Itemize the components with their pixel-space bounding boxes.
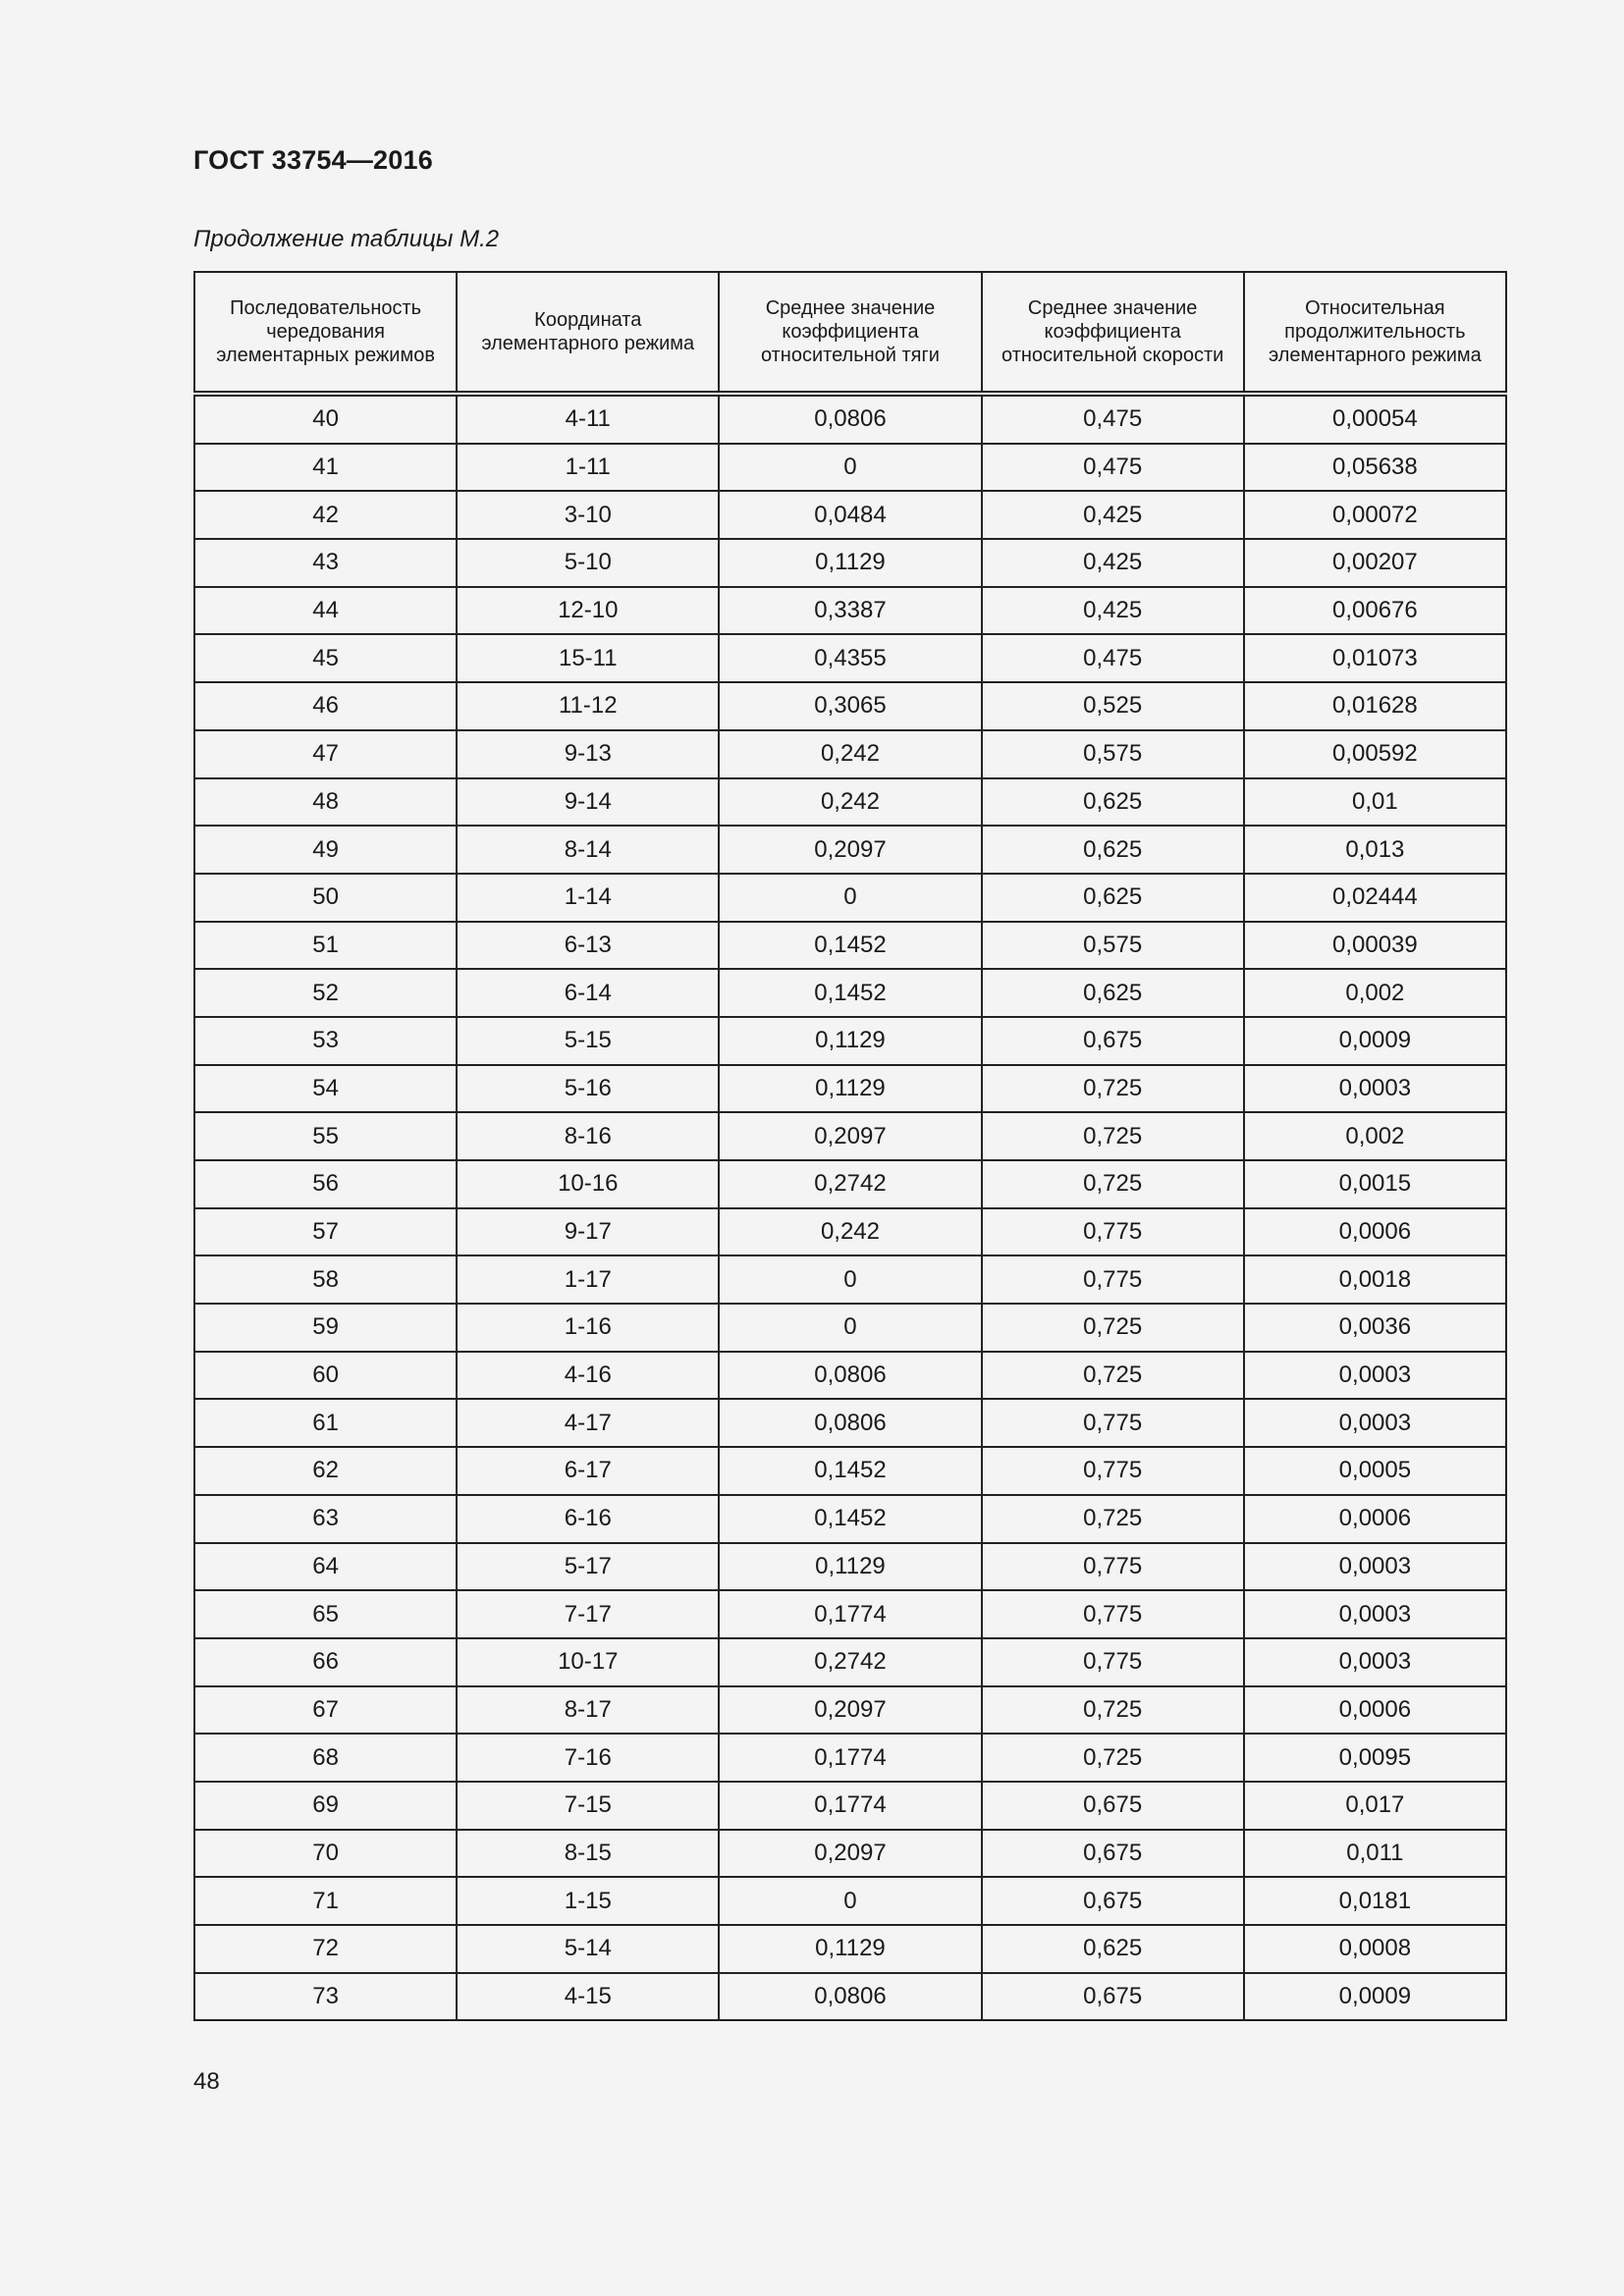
cell-sequence: 49	[194, 826, 457, 874]
table-row	[194, 682, 1506, 730]
table-row	[194, 1877, 1506, 1925]
table-row	[194, 1495, 1506, 1543]
cell-duration: 0,0036	[1244, 1304, 1506, 1352]
cell-speed: 0,725	[982, 1160, 1244, 1208]
table-row	[194, 394, 1506, 444]
table-row	[194, 634, 1506, 682]
cell-thrust: 0,1129	[719, 1925, 981, 1973]
cell-duration: 0,002	[1244, 969, 1506, 1017]
cell-speed: 0,475	[982, 444, 1244, 492]
cell-coordinate: 7-16	[457, 1734, 719, 1782]
column-header-speed: Среднее значение коэффициента относительной скорости	[982, 272, 1244, 394]
cell-duration: 0,00039	[1244, 922, 1506, 970]
cell-sequence: 73	[194, 1973, 457, 2021]
cell-speed: 0,675	[982, 1877, 1244, 1925]
cell-coordinate: 6-13	[457, 922, 719, 970]
cell-speed: 0,725	[982, 1495, 1244, 1543]
cell-thrust: 0,1774	[719, 1782, 981, 1830]
cell-sequence: 70	[194, 1830, 457, 1878]
cell-thrust: 0,0806	[719, 1973, 981, 2021]
cell-duration: 0,0009	[1244, 1017, 1506, 1065]
cell-duration: 0,01073	[1244, 634, 1506, 682]
table-row	[194, 1830, 1506, 1878]
cell-sequence: 45	[194, 634, 457, 682]
cell-coordinate: 6-14	[457, 969, 719, 1017]
cell-duration: 0,011	[1244, 1830, 1506, 1878]
cell-thrust: 0,2097	[719, 1112, 981, 1160]
cell-duration: 0,00054	[1244, 394, 1506, 444]
cell-duration: 0,0003	[1244, 1638, 1506, 1686]
cell-coordinate: 4-17	[457, 1399, 719, 1447]
cell-speed: 0,775	[982, 1208, 1244, 1256]
cell-thrust: 0,1774	[719, 1734, 981, 1782]
cell-sequence: 67	[194, 1686, 457, 1735]
table-row	[194, 444, 1506, 492]
table-row	[194, 969, 1506, 1017]
cell-coordinate: 8-17	[457, 1686, 719, 1735]
cell-thrust: 0,1129	[719, 1065, 981, 1113]
cell-sequence: 71	[194, 1877, 457, 1925]
cell-coordinate: 9-17	[457, 1208, 719, 1256]
cell-sequence: 52	[194, 969, 457, 1017]
cell-duration: 0,0003	[1244, 1065, 1506, 1113]
cell-thrust: 0,1129	[719, 1543, 981, 1591]
table-row	[194, 1782, 1506, 1830]
cell-speed: 0,625	[982, 874, 1244, 922]
cell-sequence: 47	[194, 730, 457, 778]
cell-speed: 0,625	[982, 778, 1244, 827]
cell-coordinate: 11-12	[457, 682, 719, 730]
cell-duration: 0,0003	[1244, 1590, 1506, 1638]
cell-duration: 0,0018	[1244, 1255, 1506, 1304]
cell-thrust: 0,0806	[719, 1352, 981, 1400]
cell-duration: 0,0008	[1244, 1925, 1506, 1973]
cell-sequence: 62	[194, 1447, 457, 1495]
table-row	[194, 778, 1506, 827]
cell-thrust: 0,1129	[719, 539, 981, 587]
cell-coordinate: 9-14	[457, 778, 719, 827]
cell-sequence: 44	[194, 587, 457, 635]
cell-coordinate: 5-10	[457, 539, 719, 587]
table-row	[194, 1590, 1506, 1638]
table-row	[194, 922, 1506, 970]
table-body	[194, 394, 1506, 2020]
cell-coordinate: 5-16	[457, 1065, 719, 1113]
cell-speed: 0,625	[982, 969, 1244, 1017]
cell-thrust: 0	[719, 1255, 981, 1304]
cell-coordinate: 7-15	[457, 1782, 719, 1830]
cell-coordinate: 7-17	[457, 1590, 719, 1638]
page-number: 48	[193, 2068, 220, 2095]
cell-duration: 0,0003	[1244, 1399, 1506, 1447]
cell-speed: 0,775	[982, 1255, 1244, 1304]
cell-coordinate: 1-16	[457, 1304, 719, 1352]
cell-speed: 0,725	[982, 1065, 1244, 1113]
cell-sequence: 48	[194, 778, 457, 827]
table-row	[194, 1352, 1506, 1400]
cell-sequence: 51	[194, 922, 457, 970]
table-row	[194, 1208, 1506, 1256]
cell-thrust: 0,1774	[719, 1590, 981, 1638]
table-row	[194, 1447, 1506, 1495]
cell-speed: 0,425	[982, 491, 1244, 539]
cell-sequence: 63	[194, 1495, 457, 1543]
table-row	[194, 539, 1506, 587]
cell-coordinate: 8-15	[457, 1830, 719, 1878]
cell-duration: 0,0009	[1244, 1973, 1506, 2021]
cell-thrust: 0	[719, 1877, 981, 1925]
cell-thrust: 0	[719, 874, 981, 922]
cell-coordinate: 5-14	[457, 1925, 719, 1973]
cell-duration: 0,0095	[1244, 1734, 1506, 1782]
table-row	[194, 1399, 1506, 1447]
table-row	[194, 491, 1506, 539]
cell-coordinate: 1-14	[457, 874, 719, 922]
data-table	[193, 271, 1507, 2021]
table-row	[194, 1973, 1506, 2021]
cell-thrust: 0,2097	[719, 1830, 981, 1878]
cell-sequence: 64	[194, 1543, 457, 1591]
cell-coordinate: 15-11	[457, 634, 719, 682]
table-row	[194, 1065, 1506, 1113]
table-row	[194, 1112, 1506, 1160]
cell-speed: 0,525	[982, 682, 1244, 730]
cell-thrust: 0,0806	[719, 394, 981, 444]
cell-duration: 0,00676	[1244, 587, 1506, 635]
table-row	[194, 826, 1506, 874]
cell-speed: 0,775	[982, 1543, 1244, 1591]
cell-sequence: 58	[194, 1255, 457, 1304]
cell-coordinate: 10-16	[457, 1160, 719, 1208]
cell-thrust: 0,4355	[719, 634, 981, 682]
cell-sequence: 50	[194, 874, 457, 922]
table-row	[194, 587, 1506, 635]
cell-sequence: 60	[194, 1352, 457, 1400]
cell-coordinate: 5-15	[457, 1017, 719, 1065]
table-row	[194, 730, 1506, 778]
cell-coordinate: 9-13	[457, 730, 719, 778]
table-row	[194, 1304, 1506, 1352]
cell-sequence: 72	[194, 1925, 457, 1973]
table-caption: Продолжение таблицы М.2	[193, 226, 500, 252]
cell-duration: 0,01628	[1244, 682, 1506, 730]
cell-speed: 0,675	[982, 1017, 1244, 1065]
cell-coordinate: 10-17	[457, 1638, 719, 1686]
cell-speed: 0,625	[982, 1925, 1244, 1973]
cell-speed: 0,575	[982, 922, 1244, 970]
cell-speed: 0,775	[982, 1590, 1244, 1638]
cell-sequence: 53	[194, 1017, 457, 1065]
cell-speed: 0,625	[982, 826, 1244, 874]
table-row	[194, 1686, 1506, 1735]
cell-coordinate: 6-17	[457, 1447, 719, 1495]
cell-speed: 0,725	[982, 1304, 1244, 1352]
cell-coordinate: 4-11	[457, 394, 719, 444]
cell-speed: 0,725	[982, 1686, 1244, 1735]
cell-coordinate: 6-16	[457, 1495, 719, 1543]
document-header: ГОСТ 33754—2016	[193, 145, 433, 175]
cell-duration: 0,013	[1244, 826, 1506, 874]
column-header-thrust: Среднее значение коэффициента относительной тяги	[719, 272, 981, 394]
cell-speed: 0,775	[982, 1638, 1244, 1686]
column-header-duration: Относительная продолжительность элементарного режима	[1244, 272, 1506, 394]
cell-thrust: 0,242	[719, 1208, 981, 1256]
cell-sequence: 59	[194, 1304, 457, 1352]
cell-speed: 0,575	[982, 730, 1244, 778]
cell-thrust: 0,2742	[719, 1638, 981, 1686]
table-row	[194, 1925, 1506, 1973]
cell-thrust: 0,1129	[719, 1017, 981, 1065]
cell-thrust: 0,2097	[719, 1686, 981, 1735]
cell-thrust: 0,2742	[719, 1160, 981, 1208]
cell-thrust: 0,242	[719, 778, 981, 827]
table-header-row	[194, 272, 1506, 394]
column-header-sequence: Последовательность чередования элементарных режимов	[194, 272, 457, 394]
cell-thrust: 0,1452	[719, 969, 981, 1017]
cell-thrust: 0,1452	[719, 1495, 981, 1543]
cell-coordinate: 1-17	[457, 1255, 719, 1304]
cell-duration: 0,0015	[1244, 1160, 1506, 1208]
cell-coordinate: 4-16	[457, 1352, 719, 1400]
table-row	[194, 1638, 1506, 1686]
cell-coordinate: 8-14	[457, 826, 719, 874]
cell-speed: 0,675	[982, 1973, 1244, 2021]
cell-sequence: 55	[194, 1112, 457, 1160]
cell-thrust: 0	[719, 444, 981, 492]
cell-duration: 0,00207	[1244, 539, 1506, 587]
table-row	[194, 1734, 1506, 1782]
cell-speed: 0,775	[982, 1447, 1244, 1495]
cell-thrust: 0,1452	[719, 1447, 981, 1495]
cell-speed: 0,775	[982, 1399, 1244, 1447]
cell-speed: 0,725	[982, 1734, 1244, 1782]
cell-duration: 0,01	[1244, 778, 1506, 827]
cell-duration: 0,0003	[1244, 1352, 1506, 1400]
table-row	[194, 874, 1506, 922]
cell-coordinate: 1-11	[457, 444, 719, 492]
cell-duration: 0,002	[1244, 1112, 1506, 1160]
cell-sequence: 41	[194, 444, 457, 492]
cell-sequence: 68	[194, 1734, 457, 1782]
cell-duration: 0,00592	[1244, 730, 1506, 778]
cell-thrust: 0,2097	[719, 826, 981, 874]
table-row	[194, 1543, 1506, 1591]
cell-speed: 0,425	[982, 587, 1244, 635]
cell-speed: 0,675	[982, 1830, 1244, 1878]
cell-thrust: 0,0484	[719, 491, 981, 539]
cell-sequence: 43	[194, 539, 457, 587]
cell-sequence: 56	[194, 1160, 457, 1208]
cell-speed: 0,475	[982, 634, 1244, 682]
cell-duration: 0,02444	[1244, 874, 1506, 922]
cell-speed: 0,725	[982, 1352, 1244, 1400]
cell-coordinate: 1-15	[457, 1877, 719, 1925]
cell-coordinate: 4-15	[457, 1973, 719, 2021]
cell-duration: 0,017	[1244, 1782, 1506, 1830]
table-row	[194, 1255, 1506, 1304]
table-row	[194, 1017, 1506, 1065]
cell-coordinate: 3-10	[457, 491, 719, 539]
cell-duration: 0,0003	[1244, 1543, 1506, 1591]
cell-duration: 0,0006	[1244, 1495, 1506, 1543]
cell-thrust: 0,0806	[719, 1399, 981, 1447]
table-row	[194, 1160, 1506, 1208]
cell-sequence: 65	[194, 1590, 457, 1638]
cell-sequence: 42	[194, 491, 457, 539]
cell-speed: 0,675	[982, 1782, 1244, 1830]
cell-speed: 0,475	[982, 394, 1244, 444]
cell-duration: 0,0006	[1244, 1686, 1506, 1735]
cell-thrust: 0	[719, 1304, 981, 1352]
cell-coordinate: 8-16	[457, 1112, 719, 1160]
cell-thrust: 0,3387	[719, 587, 981, 635]
cell-coordinate: 5-17	[457, 1543, 719, 1591]
cell-duration: 0,05638	[1244, 444, 1506, 492]
cell-sequence: 69	[194, 1782, 457, 1830]
cell-duration: 0,0005	[1244, 1447, 1506, 1495]
cell-thrust: 0,3065	[719, 682, 981, 730]
cell-speed: 0,425	[982, 539, 1244, 587]
cell-sequence: 40	[194, 394, 457, 444]
cell-duration: 0,0181	[1244, 1877, 1506, 1925]
cell-speed: 0,725	[982, 1112, 1244, 1160]
cell-sequence: 61	[194, 1399, 457, 1447]
cell-coordinate: 12-10	[457, 587, 719, 635]
cell-duration: 0,0006	[1244, 1208, 1506, 1256]
cell-sequence: 66	[194, 1638, 457, 1686]
cell-sequence: 46	[194, 682, 457, 730]
cell-thrust: 0,242	[719, 730, 981, 778]
cell-duration: 0,00072	[1244, 491, 1506, 539]
cell-sequence: 54	[194, 1065, 457, 1113]
cell-thrust: 0,1452	[719, 922, 981, 970]
cell-sequence: 57	[194, 1208, 457, 1256]
column-header-coordinate: Координата элементарного режима	[457, 272, 719, 394]
